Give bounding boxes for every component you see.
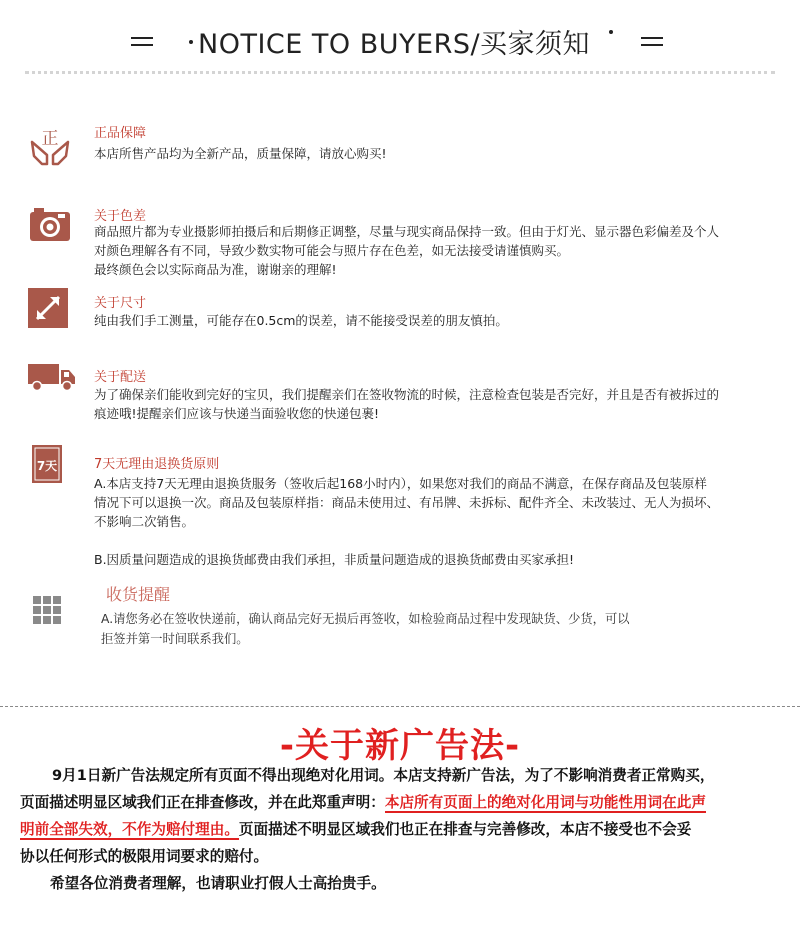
ad-law-highlight: 本店所有页面上的绝对化用词与功能性用词在此声 [384,794,706,811]
ad-law-line [20,870,790,897]
ad-law-highlight: 明前全部失效，不作为赔付理由。 [20,821,239,838]
ad-law-text: 页面描述不明显区域我们也正在排查与完善修改，本店不接受也不会妥 [238,821,692,838]
section-title: 7天无理由退换货原则 [94,457,220,472]
section-line: 为了确保亲们能收到完好的宝贝，我们提醒亲们在签收物流的时候，注意检查包装是否完好，并且是否有被拆过的 [94,387,720,402]
ad-law-title: -关于新广告法- [279,726,521,766]
header-left-bar [131,37,153,46]
ad-law-line [20,843,790,870]
section-line: 本店所售产品均为全新产品，质量保障，请放心购买! [94,146,387,161]
header-divider [25,71,775,74]
section-body [94,385,799,423]
section-title: 关于色差 [94,209,147,224]
section-body [94,311,799,330]
ad-law-line [20,789,790,816]
calendar-7-icon-text: 7天 [36,459,58,473]
ad-law-text: 协以任何形式的极限用词要求的赔付。 [20,848,269,865]
ad-law-line [20,816,790,843]
ad-law-text: 希望各位消费者理解，也请职业打假人士高抬贵手。 [50,875,386,892]
section-divider [0,706,800,707]
ad-law-body [20,762,790,897]
section-body [94,222,799,279]
section-line: A.本店支持7天无理由退换货服务（签收后起168小时内），如果您对我们的商品不满意，在保存商品及包装原样 [94,476,707,491]
section-title: 收货提醒 [106,585,171,604]
section-title: 关于配送 [94,370,147,385]
resize-icon [28,288,72,332]
section-line: 纯由我们手工测量，可能存在0.5cm的误差，请不能接受误差的朋友慎拍。 [94,313,508,328]
page-header [0,18,800,64]
ad-law-text: 9月1日新广告法规定所有页面不得出现绝对化用词。本店支持新广告法，为了不影响消费者正常购买， [52,767,715,784]
section-title: 正品保障 [94,126,147,141]
section-line: 拒签并第一时间联系我们。 [101,632,249,646]
page-title: NOTICE TO BUYERS/买家须知 [198,29,591,60]
grid-icon [33,596,77,640]
section-line: A.请您务必在签收快递前，确认商品完好无损后再签收，如检验商品过程中发现缺货、少货，可以 [101,612,630,626]
section-line: 情况下可以退换一次。商品及包装原样指：商品未使用过、有吊牌、未拆标、配件齐全、未改装过、无人为损坏、 [94,495,720,510]
section-body [101,609,800,649]
ad-law-line [20,762,790,789]
truck-icon [28,362,76,406]
section-line: 最终颜色会以实际商品为准，谢谢亲的理解! [94,262,337,277]
section-line: 对颜色理解各有不同，导致少数实物可能会与照片存在色差，如无法接受请谨慎购买。 [94,243,570,258]
section-line: 痕迹哦!提醒亲们应该与快递当面验收您的快递包裹! [94,406,380,421]
ad-law-text: 页面描述明显区域我们正在排查修改，并在此郑重声明： [20,794,385,811]
svg-text:正: 正 [41,129,59,149]
header-left-dot [189,40,193,44]
header-right-bar [641,37,663,46]
calendar-7-icon [32,445,76,489]
header-right-dot [609,30,613,34]
camera-icon [28,204,72,248]
section-body [94,144,799,163]
genuine-icon [28,122,72,166]
section-line: B.因质量问题造成的退换货邮费由我们承担，非质量问题造成的退换货邮费由买家承担! [94,552,575,567]
section-body [94,474,799,569]
section-line: 不影响二次销售。 [94,514,195,529]
section-line: 商品照片都为专业摄影师拍摄后和后期修正调整，尽量与现实商品保持一致。但由于灯光、显示器色彩偏差及个人 [94,224,720,239]
section-title: 关于尺寸 [94,296,147,311]
